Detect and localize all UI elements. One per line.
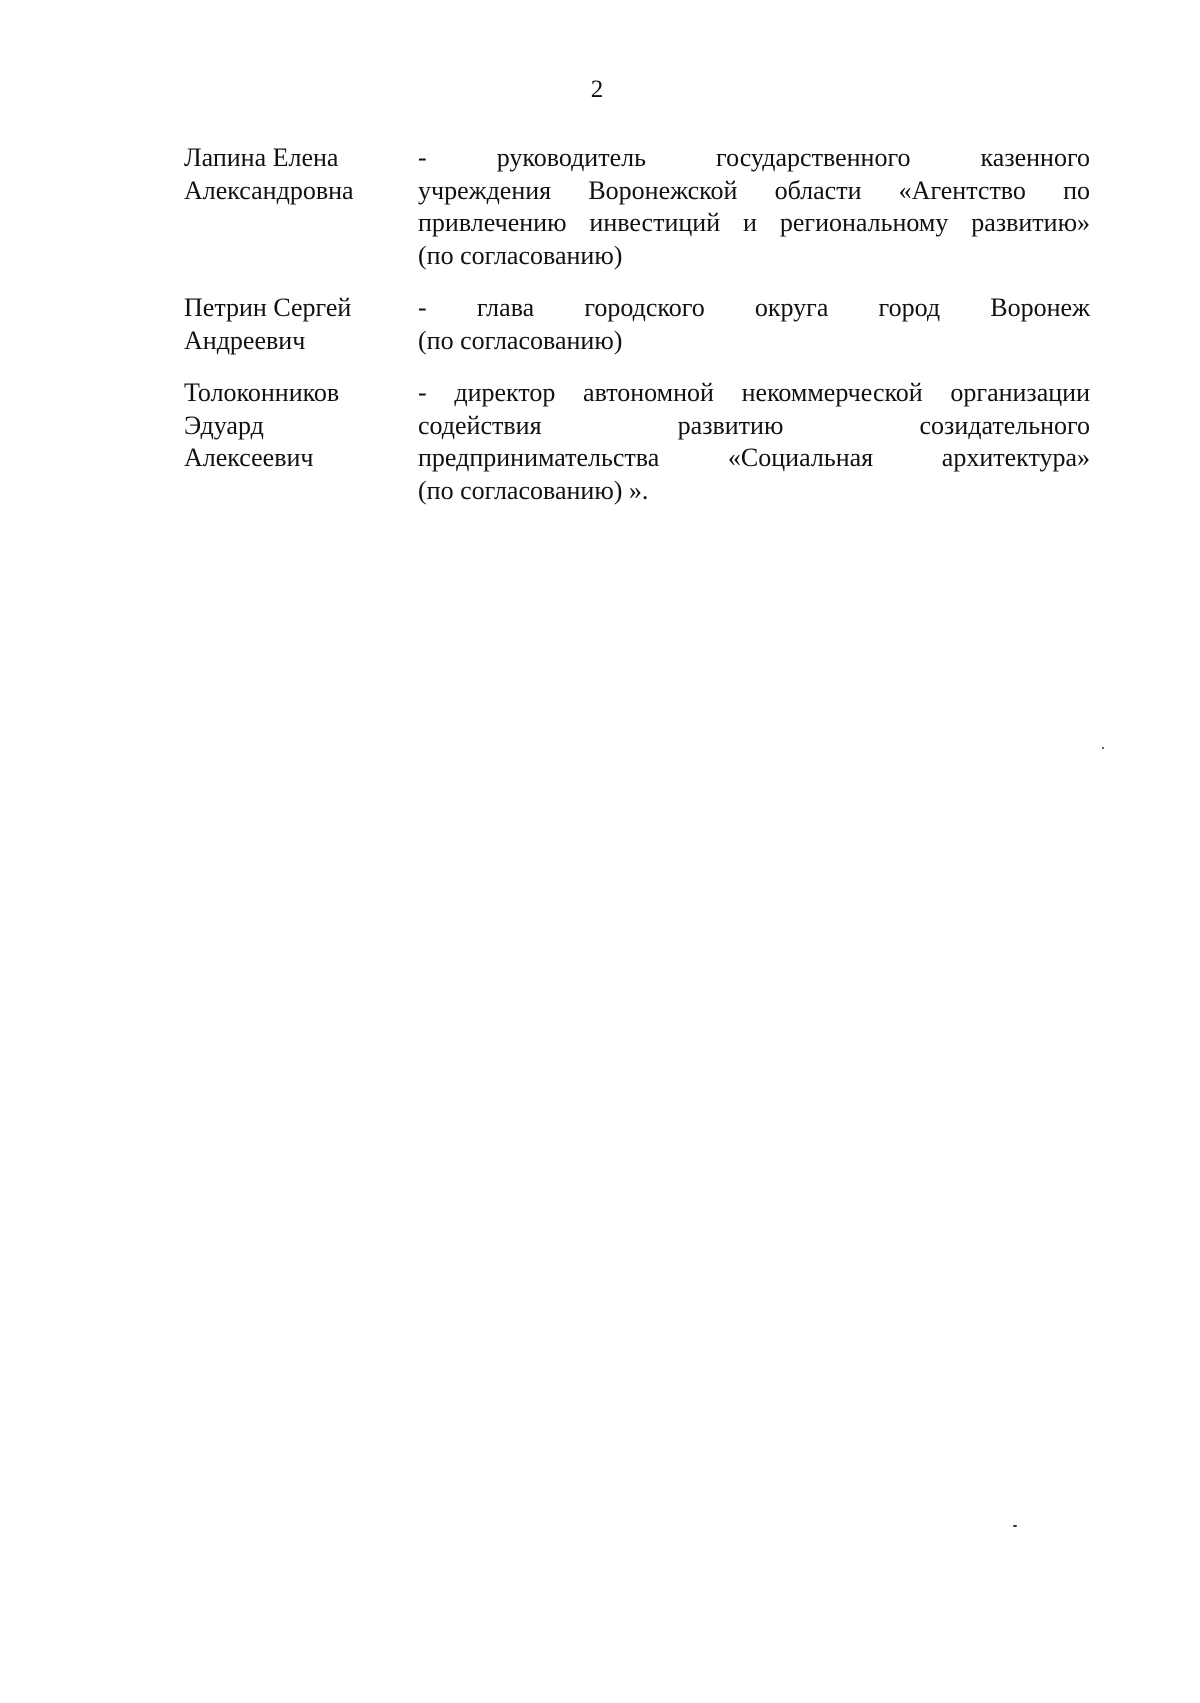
member-role	[418, 142, 1090, 272]
member-role-line: предпринимательства «Социальная архитектура»	[418, 443, 1090, 472]
member-name	[184, 377, 418, 507]
member-role-line: (по согласованию)	[418, 325, 623, 355]
member-name-line: Эдуард	[184, 410, 264, 440]
member-name-line: Петрин Сергей	[184, 293, 352, 322]
member-role-line: - директор автономной некоммерческой организации	[418, 378, 1090, 407]
member-role-line: содействия развитию созидательного	[418, 410, 1090, 440]
member-role-line: (по согласованию) ».	[418, 475, 649, 505]
member-name	[184, 142, 418, 272]
member-role-line: - руководитель государственного казенного	[418, 143, 1090, 172]
member-entry	[184, 142, 1090, 272]
member-role	[418, 292, 1090, 357]
scan-speck	[1013, 1525, 1017, 1527]
member-entry	[184, 292, 1090, 357]
member-name-line: Андреевич	[184, 325, 306, 355]
member-role-line: привлечению инвестиций и региональному развитию»	[418, 208, 1090, 237]
member-entry	[184, 377, 1090, 507]
member-role-line: (по согласованию)	[418, 240, 623, 270]
member-name	[184, 292, 418, 357]
page-number: 2	[590, 76, 604, 103]
member-role	[418, 377, 1090, 507]
member-role-line: - глава городского округа город Воронеж	[418, 293, 1090, 322]
scan-speck	[1102, 747, 1104, 749]
member-name-line: Лапина Елена	[184, 143, 339, 172]
member-role-line: учреждения Воронежской области «Агентство по	[418, 175, 1090, 205]
member-name-line: Толоконников	[184, 378, 340, 407]
members-list	[184, 142, 1090, 527]
member-name-line: Алексеевич	[184, 443, 314, 472]
member-name-line: Александровна	[184, 175, 354, 205]
